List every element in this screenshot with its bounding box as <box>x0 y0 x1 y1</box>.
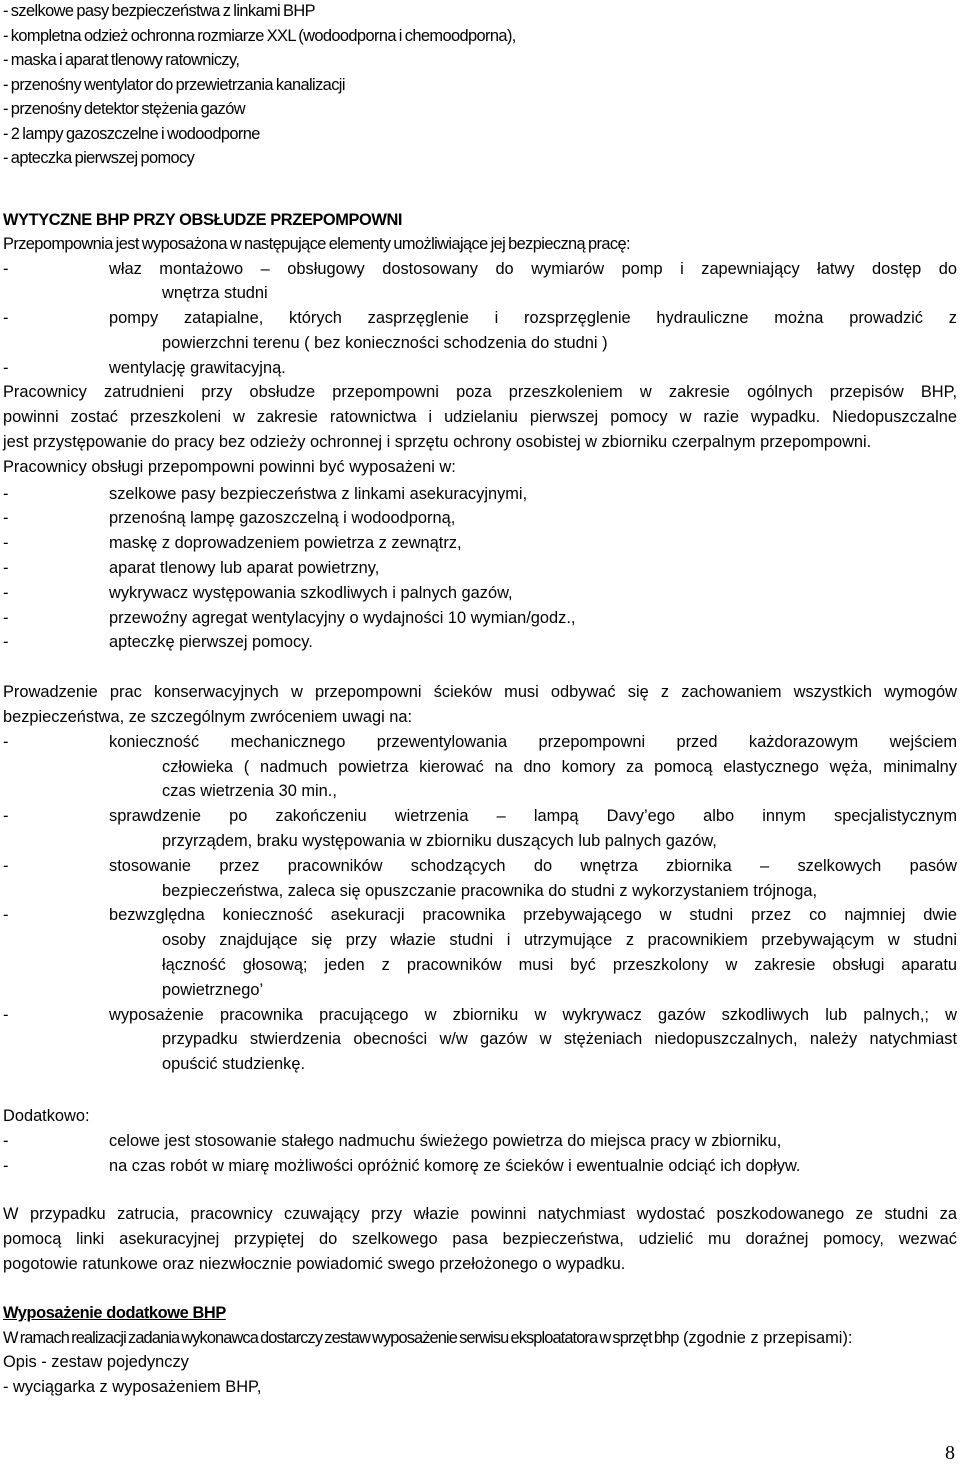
list-item: - apteczka pierwszej pomocy <box>3 149 195 167</box>
list-item: - apteczkę pierwszej pomocy. <box>3 633 313 652</box>
list-item: - maskę z doprowadzeniem powietrza z zewnątrz, <box>3 534 462 553</box>
list-item: - przenośny wentylator do przewietrzania kanalizacji <box>3 75 345 94</box>
maintenance-intro: Prowadzenie prac konserwacyjnych w przepompowni ścieków musi odbywać się z zachowaniem wszystkich wymogów bezpieczeństwa, ze szczególnym zwróceniem uwagi na: <box>3 683 957 727</box>
list-item: - przewoźny agregat wentylacyjny o wydajności 10 wymian/godz., <box>3 608 576 627</box>
worker-equipment-list <box>3 482 957 656</box>
features-list <box>3 257 957 381</box>
list-item: - bezwzględna konieczność asekuracji pracownika przebywającego w studni przez co najmniej dwie <box>3 906 957 925</box>
list-item: - celowe jest stosowanie stałego nadmuchu świeżego powietrza do miejsca pracy w zbiorniku, <box>3 1131 782 1150</box>
delivery-line: W ramach realizacji zadania wykonawca dostarczy zestaw wyposażenie serwisu eksploatatora w sprzęt bhp (zgodnie z przepisami): <box>3 1328 853 1347</box>
training-paragraph: Pracownicy zatrudnieni przy obsłudze przepompowni poza przeszkoleniem w zakresie ogólnych przepisów BHP, powinni zostać przeszkoleni w zakresie ratownictwa i udzielaniu pierwszej pomocy w razie wypadku. Niedopuszczalne jest przystępowanie do pracy bez odzieży ochronnej i sprzętu ochrony osobistej w zbiorniku czerpalnym przepompowni. Pracownicy obsługi przepompowni powinni być wyposażeni w: <box>3 383 957 476</box>
document-page <box>3 0 957 1400</box>
additional-label: Dodatkowo: <box>3 1107 90 1125</box>
additional-notes <box>3 1104 957 1178</box>
list-item: - sprawdzenie po zakończeniu wietrzenia – lampą Davy’ego albo innym specjalistycznym <box>3 807 957 826</box>
equipment-list-top <box>3 0 957 171</box>
additional-label-row <box>3 1104 957 1129</box>
list-item-continuation: czas wietrzenia 30 min., <box>162 782 337 801</box>
list-item: - przenośną lampę gazoszczelną i wodoodporną, <box>3 509 456 528</box>
list-item-continuation: przyrządem, braku występowania w zbiorniku duszących lub palnych gazów, <box>162 832 717 851</box>
list-item-continuation: powierzchni terenu ( bez konieczności schodzenia do studni ) <box>162 333 608 352</box>
list-item-continuation: wnętrza studni <box>162 284 268 303</box>
list-item: - właz montażowo – obsługowy dostosowany do wymiarów pomp i zapewniający łatwy dostęp do <box>3 259 957 278</box>
list-item-continuation: bezpieczeństwa, zaleca się opuszczanie pracownika do studni z wykorzystaniem trójnoga, <box>162 881 818 900</box>
list-item: - wykrywacz występowania szkodliwych i palnych gazów, <box>3 583 513 602</box>
list-item-continuation: powietrznego’ <box>162 980 264 999</box>
description-line: Opis - zestaw pojedynczy <box>3 1353 189 1372</box>
accident-paragraph: W przypadku zatrucia, pracownicy czuwający przy włazie powinni natychmiast wydostać poszkodowanego ze studni za pomocą linki asekuracyjnej przypiętej do szelkowego pasa bezpieczeństwa, udzielić mu doraźnej pomocy, wezwać pogotowie ratunkowe oraz niezwłocznie powiadomić swego przełożonego o wypadku. <box>3 1205 957 1273</box>
list-item: - pompy zatapialne, których zasprzęglenie i rozsprzęglenie hydrauliczne można prowadzić z <box>3 309 957 328</box>
list-item: - szelkowe pasy bezpieczeństwa z linkami asekuracyjnymi, <box>3 484 528 503</box>
list-item: - przenośny detektor stężenia gazów <box>3 100 245 118</box>
list-item: - szelkowe pasy bezpieczeństwa z linkami BHP <box>3 2 315 20</box>
section-intro: Przepompownia jest wyposażona w następujące elementy umożliwiające jej bezpieczną pracę: <box>3 235 630 253</box>
list-item-continuation: przypadku stwierdzenia obecności w/w gazów w stężeniach niedopuszczalnych, należy natychmiast <box>162 1030 957 1049</box>
list-item-continuation: łączność głosową; jeden z pracowników musi być przeszkolony w zakresie obsługi aparatu <box>162 956 957 975</box>
list-item: - aparat tlenowy lub aparat powietrzny, <box>3 559 380 578</box>
list-item-continuation: osoby znajdujące się przy włazie studni i utrzymujące z pracownikiem przebywającym w studni <box>162 931 957 950</box>
section-heading: WYTYCZNE BHP PRZY OBSŁUDZE PRZEPOMPOWNI <box>3 210 403 229</box>
maintenance-list <box>3 730 957 1077</box>
list-item: - wentylację grawitacyjną. <box>3 358 286 377</box>
list-item: - konieczność mechanicznego przewentylowania przepompowni przed każdorazowym wejściem <box>3 732 957 751</box>
list-item-continuation: człowieka ( nadmuch powietrza kierować na dno komory za pomocą elastycznego węża, minimalny <box>162 757 957 776</box>
list-item: - stosowanie przez pracowników schodzących do wnętrza zbiornika – szelkowych pasów <box>3 856 957 875</box>
page-number: 8 <box>945 1442 955 1464</box>
list-item: - maska i aparat tlenowy ratowniczy, <box>3 51 240 69</box>
list-item: - wyposażenie pracownika pracującego w zbiorniku w wykrywacz gazów szkodliwych lub palnych,; w <box>3 1005 957 1024</box>
list-item: - 2 lampy gazoszczelne i wodoodporne <box>3 124 260 143</box>
list-item: - kompletna odzież ochronna rozmiarze XXL (wodoodporna i chemoodporna), <box>3 26 516 45</box>
equipment-line: - wyciągarka z wyposażeniem BHP, <box>3 1378 262 1397</box>
list-item-continuation: opuścić studzienkę. <box>162 1055 306 1074</box>
list-item: - na czas robót w miarę możliwości opróżnić komorę ze ścieków i ewentualnie odciąć ich dopływ. <box>3 1156 801 1175</box>
section-heading-additional-bhp: Wyposażenie dodatkowe BHP <box>3 1303 226 1322</box>
